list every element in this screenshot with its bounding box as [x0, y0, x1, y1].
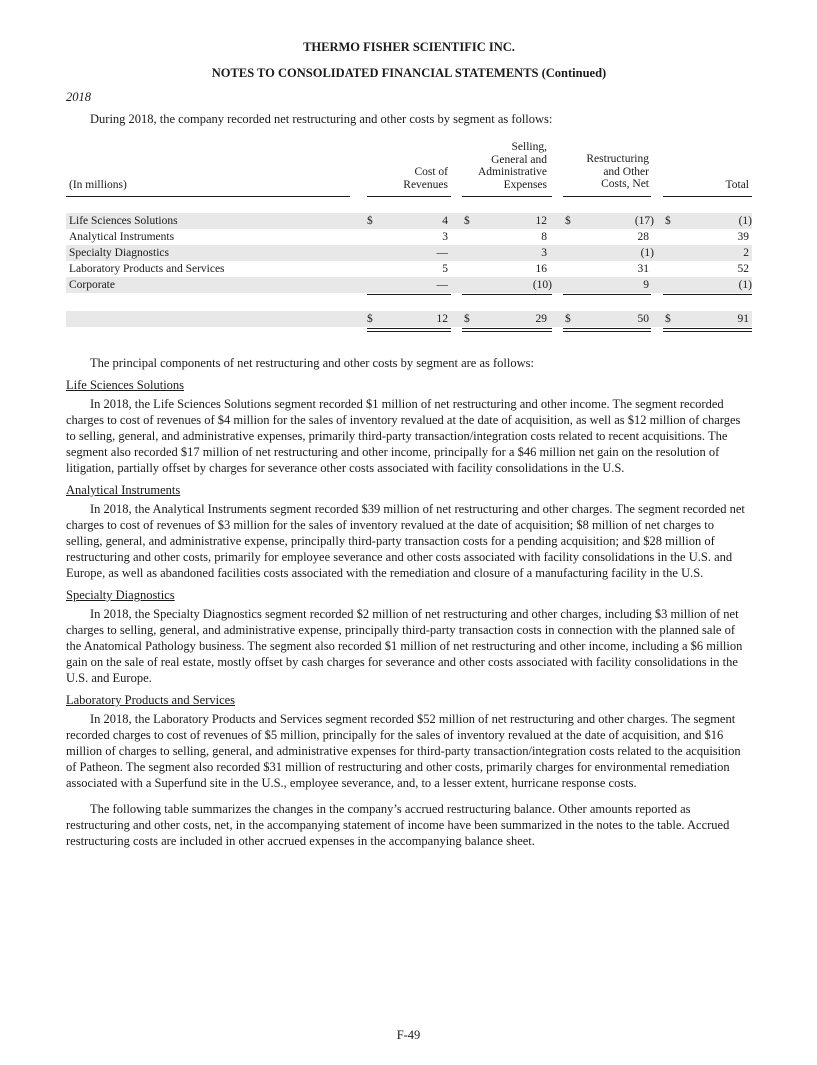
total-double-rule — [563, 328, 651, 332]
section-heading-specialty: Specialty Diagnostics — [66, 588, 175, 602]
section-heading-laboratory: Laboratory Products and Services — [66, 693, 236, 707]
closing-paragraph: The following table summarizes the changes in the company’s accrued restructuring balance. Other amounts reported as restructuring and other costs, net, in the accompanying statement of income have been summarized in the notes to the table. Accrued restructuring costs are included in other accrued expenses in the accompanying balance sheet. — [66, 802, 730, 848]
year-heading: 2018 — [66, 90, 91, 104]
subtotal-rule — [367, 294, 451, 295]
col-header-cost: Cost of Revenues — [403, 166, 448, 191]
table-row: Analytical Instruments 3 8 28 39 — [69, 231, 749, 243]
company-title: THERMO FISHER SCIENTIFIC INC. — [303, 40, 515, 54]
intro-paragraph: During 2018, the company recorded net restructuring and other costs by segment as follows: — [90, 112, 553, 126]
subtotal-rule — [663, 294, 752, 295]
col-header-sga: Selling, General and Administrative Expenses — [478, 141, 547, 191]
section-body-specialty: In 2018, the Specialty Diagnostics segment recorded $2 million of net restructuring and other charges, including $3 million of net charges to selling, general, and administrative expense, principally third-party transaction costs in connection with the planned sale of the Anatomical Pathology business. The segment also recorded $1 million of net restructuring and other income, including a $6 million gain on the sale of real estate, mostly offset by cash charges for severance and other costs associated with facility consolidations in the U.S. and Europe. — [66, 607, 743, 685]
subtotal-rule — [462, 294, 552, 295]
total-row: $ 12 $ 29 $ 50 $ 91 — [66, 311, 752, 327]
total-double-rule — [462, 328, 552, 332]
section-heading-life-sciences: Life Sciences Solutions — [66, 378, 185, 392]
header-rule — [563, 196, 651, 197]
page-subtitle: NOTES TO CONSOLIDATED FINANCIAL STATEMENTS (Continued) — [211, 66, 607, 80]
section-body-life-sciences: In 2018, the Life Sciences Solutions segment recorded $1 million of net restructuring and other income. The segment recorded charges to cost of revenues of $4 million for the sales of inventory revalued at the date of acquisition, as well as $12 million of charges to selling, general, and administrative expenses, primarily third-party transaction/integration costs related to recent acquisitions. The segment also recorded $17 million of net restructuring and other income, principally for a $46 million net gain on the resolution of litigation, partially offset by charges for severance other costs associated with facility consolidations in the U.S. — [66, 397, 741, 475]
subtotal-rule — [563, 294, 651, 295]
units-header: (In millions) — [69, 179, 127, 191]
page-number: F-49 — [396, 1028, 421, 1042]
restructuring-table — [66, 141, 752, 353]
table-row: Life Sciences Solutions $ 4 $ 12 $ (17) $ (1) — [66, 213, 752, 229]
components-intro: The principal components of net restructuring and other costs by segment are as follows: — [90, 356, 534, 370]
table-row: Laboratory Products and Services 5 16 31 52 — [69, 263, 749, 275]
col-header-total: Total — [725, 179, 749, 191]
col-header-restructuring: Restructuring and Other Costs, Net — [586, 153, 649, 191]
header-rule — [66, 196, 350, 197]
header-rule — [462, 196, 552, 197]
table-row: Specialty Diagnostics — 3 (1) 2 — [66, 245, 752, 261]
header-rule — [663, 196, 752, 197]
document-page — [66, 40, 752, 849]
section-body-laboratory: In 2018, the Laboratory Products and Services segment recorded $52 million of net restructuring and other charges. The segment recorded charges to cost of revenues of $5 million, principally for the sales of inventory revalued at the date of acquisition, and $16 million of charges to selling, general, and administrative expenses for third-party transaction/integration costs related to the acquisition of Patheon. The segment also recorded $31 million of restructuring and other costs, primarily charges for environmental remediation associated with a Superfund site in the U.S., employee severance, and, to a lesser extent, hurricane response costs. — [66, 712, 741, 790]
section-body-analytical: In 2018, the Analytical Instruments segment recorded $39 million of net restructuring and other charges. The segment recorded net charges to cost of revenues of $3 million for the sales of inventory revalued at the date of acquisition; $8 million of net charges to selling, general, and administrative expense, principally third-party transaction costs for a pending acquisition; and $28 million of restructuring and other costs, primarily for employee severance and other costs associated with facility consolidations in the U.S. and Europe, as well as abandoned facilities costs associated with the remediation and closure of a manufacturing facility in the U.S. — [66, 502, 745, 580]
table-row: Corporate — (10) 9 (1) — [66, 277, 752, 293]
header-rule — [367, 196, 451, 197]
section-heading-analytical: Analytical Instruments — [66, 483, 181, 497]
total-double-rule — [663, 328, 752, 332]
total-double-rule — [367, 328, 451, 332]
